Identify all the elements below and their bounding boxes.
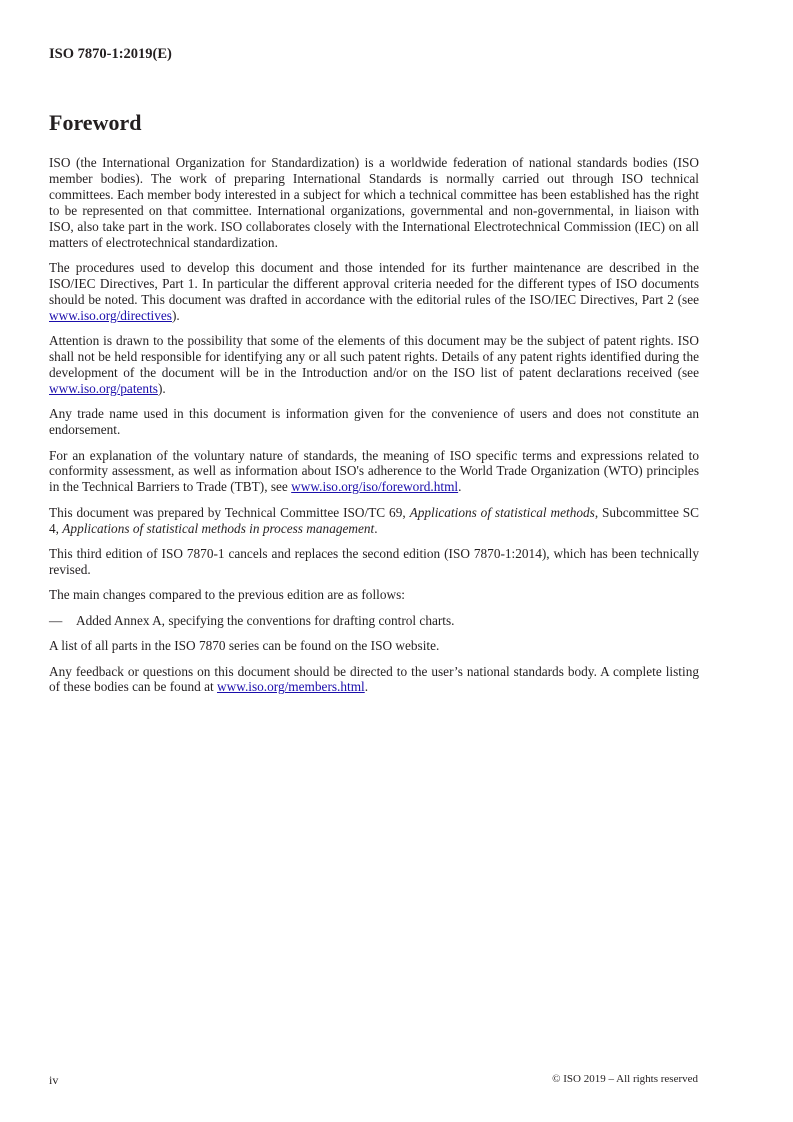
- paragraph-edition: This third edition of ISO 7870-1 cancels and replaces the second edition (ISO 7870-1:2014), which has been technically revised.: [49, 546, 699, 577]
- paragraph-trade-name: Any trade name used in this document is information given for the convenience of users and does not constitute an endorsement.: [49, 406, 699, 438]
- copyright: © ISO 2019 – All rights reserved: [552, 1073, 698, 1085]
- list-item-text: Added Annex A, specifying the conventions for drafting control charts.: [76, 612, 455, 628]
- paragraph-committee: [49, 505, 699, 537]
- members-link[interactable]: www.iso.org/members.html: [217, 679, 365, 695]
- dash-bullet: —: [49, 612, 63, 628]
- text: ).: [157, 380, 166, 396]
- directives-link[interactable]: www.iso.org/directives: [49, 307, 172, 323]
- page-number: iv: [49, 1073, 59, 1087]
- text: ).: [171, 307, 180, 323]
- committee-title: Applications of statistical methods: [409, 504, 595, 520]
- document-id-header: ISO 7870-1:2019(E): [49, 46, 172, 62]
- text: For an explanation of the voluntary nature of standards, the meaning of ISO specific terms and expressions related to conformity assessment, as well as information about ISO's adherence to the World Trade Organization (WTO) principles in the Technical Barriers to Trade (TBT), see: [49, 447, 699, 495]
- page-title: Foreword: [49, 110, 142, 135]
- text: .: [458, 479, 462, 495]
- foreword-body: [49, 155, 699, 705]
- paragraph-changes-intro: The main changes compared to the previous edition are as follows:: [49, 587, 405, 603]
- text: Any feedback or questions on this document should be directed to the user’s national standards body. A complete listing of these bodies can be found at: [49, 663, 699, 695]
- text: The procedures used to develop this document and those intended for its further maintenance are described in the ISO/IEC Directives, Part 1. In particular the different approval criteria needed for the different types of ISO documents should be noted. This document was drafted in accordance with the editorial rules of the ISO/IEC Directives, Part 2 (see: [49, 259, 699, 307]
- patents-link[interactable]: www.iso.org/patents: [49, 380, 158, 396]
- text: , Subcommittee SC 4,: [49, 504, 699, 536]
- text: Attention is drawn to the possibility that some of the elements of this document may be the subject of patent rights. ISO shall not be held responsible for identifying any or all such patent rights. Details of any patent rights identified during the development of the document will be in the Introduction and/or on the ISO list of patent declarations received (see: [49, 333, 699, 380]
- paragraph-patents: [49, 333, 699, 397]
- foreword-link[interactable]: www.iso.org/iso/foreword.html: [291, 479, 459, 495]
- paragraph-feedback: [49, 664, 699, 696]
- subcommittee-title: Applications of statistical methods in process management: [62, 520, 375, 536]
- list-item: [49, 613, 699, 629]
- paragraph-procedures: [49, 260, 699, 324]
- text: .: [364, 679, 369, 695]
- paragraph-iso-intro: ISO (the International Organization for Standardization) is a worldwide federation of national standards bodies (ISO member bodies). The work of preparing International Standards is normally carried out through ISO technical committees. Each member body interested in a subject for which a technical committee has been established has the right to be represented on that committee. International organizations, governmental and non-governmental, in liaison with ISO, also take part in the work. ISO collaborates closely with the International Electrotechnical Commission (IEC) on all matters of electrotechnical standardization.: [49, 155, 699, 250]
- text: .: [374, 520, 378, 536]
- paragraph-series: A list of all parts in the ISO 7870 series can be found on the ISO website.: [49, 638, 440, 654]
- text: This document was prepared by Technical Committee ISO/TC 69,: [49, 504, 410, 520]
- paragraph-voluntary: [49, 448, 699, 496]
